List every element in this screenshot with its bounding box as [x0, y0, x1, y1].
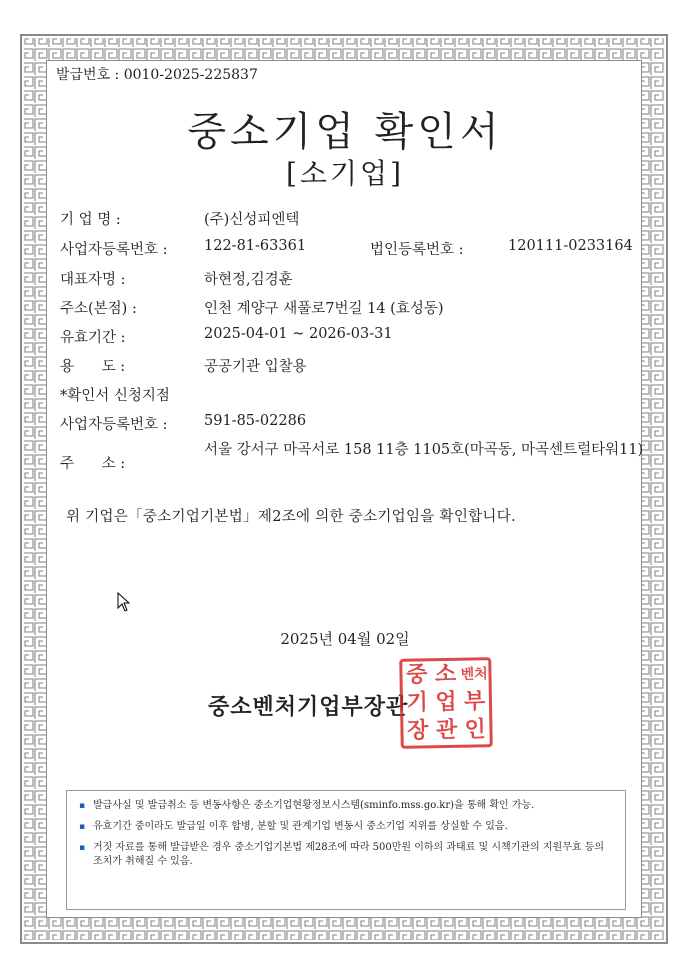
seal-char: 소 [434, 661, 457, 688]
confirmation-statement: 위 기업은「중소기업기본법」제2조에 의한 중소기업임을 확인합니다. [66, 509, 516, 525]
field-label: 주소(본점) : [60, 301, 137, 317]
field-company-name [60, 208, 299, 229]
notice-box [66, 790, 626, 910]
seal-char: 인 [464, 717, 486, 743]
branch-address-value: 서울 강서구 마곡서로 158 11층 1105호(마곡동, 마곡센트럴타워11) [204, 442, 644, 458]
field-branch-business-reg [60, 413, 306, 434]
seal-char: 부 [463, 689, 486, 715]
notice-item [79, 820, 613, 834]
field-label: 기 업 명 : [60, 212, 121, 228]
square-bullet-icon: ▪ [79, 801, 86, 811]
seal-char: 기 [406, 690, 429, 716]
field-label: 사업자등록번호 : [60, 242, 168, 258]
field-address [60, 297, 444, 318]
issue-date: 2025년 04월 02일 [280, 630, 410, 648]
issue-number: 발급번호 : 0010-2025-225837 [56, 67, 258, 83]
notice-text: 발급사실 및 발급취소 등 변동사항은 중소기업현황정보시스템(sminfo.mss.go.kr)을 통해 확인 가능. [93, 800, 535, 811]
square-bullet-icon: ▪ [79, 843, 86, 853]
notice-item [79, 799, 613, 813]
seal-char: 중 [405, 662, 428, 688]
branch-heading [60, 384, 170, 405]
field-value: 591-85-02286 [204, 413, 307, 429]
field-representative [60, 268, 293, 289]
notice-item [79, 841, 613, 869]
page-subtitle: [소기업] [286, 157, 404, 190]
field-purpose [60, 355, 307, 376]
seal-char: 업 [435, 689, 457, 716]
field-validity [60, 326, 393, 347]
field-value: 2025-04-01 ~ 2026-03-31 [204, 326, 393, 342]
branch-heading-text: *확인서 신청지점 [60, 388, 170, 404]
seal-char: 벤처 [460, 666, 488, 683]
corp-reg-label: 법인등록번호 : [370, 242, 464, 258]
seal-char: 장 [406, 718, 429, 744]
branch-address-label: 주 소 : [60, 456, 126, 472]
field-value: 인천 계양구 새풀로7번길 14 (효성동) [204, 301, 444, 317]
mouse-pointer-icon [116, 592, 132, 614]
square-bullet-icon: ▪ [79, 822, 86, 832]
field-business-reg [60, 238, 306, 259]
issuer-name: 중소벤처기업부장관 [208, 695, 409, 720]
field-value: (주)신성피엔텍 [204, 212, 300, 228]
field-label: 유효기간 : [60, 330, 126, 346]
field-label: 대표자명 : [60, 272, 126, 288]
field-value: 122-81-63361 [204, 238, 307, 254]
page-title: 중소기업 확인서 [187, 109, 503, 155]
corp-reg-value: 120111-0233164 [508, 238, 633, 254]
notice-text: 유효기간 중이라도 발급일 이후 합병, 분할 및 관계기업 변동시 중소기업 지위를 상실할 수 있음. [93, 821, 508, 832]
field-label: 사업자등록번호 : [60, 417, 168, 433]
seal-char: 관 [435, 717, 458, 744]
field-value: 하현정,김경훈 [204, 272, 293, 288]
field-label: 용 도 : [60, 359, 126, 375]
notice-text: 거짓 자료를 통해 발급받은 경우 중소기업기본법 제28조에 따라 500만원 이하의 과태료 및 시책기관의 지원무효 등의 조치가 취해질 수 있음. [93, 842, 605, 867]
official-seal [399, 657, 493, 749]
field-value: 공공기관 입찰용 [204, 359, 307, 375]
